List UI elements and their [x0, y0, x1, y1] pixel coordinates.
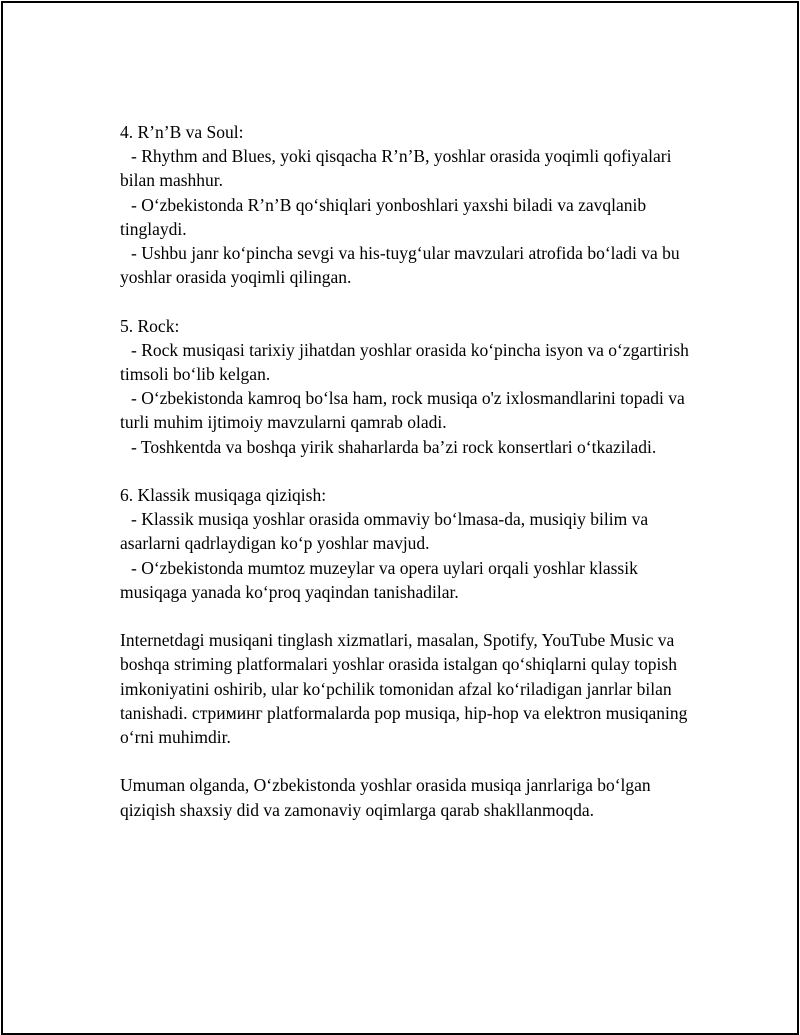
document-body — [120, 120, 700, 846]
section-heading: 5. Rock: — [120, 315, 180, 336]
section-bullet: - O‘zbekistonda kamroq bo‘lsa ham, rock musiqa o'z ixlosmandlarini topadi va turli muhim ijtimoiy mavzularni qamrab oladi. — [120, 388, 685, 433]
paragraph-streaming-services — [120, 628, 700, 749]
section-heading: 4. R’n’B va Soul: — [120, 122, 244, 142]
section-bullet: - Klassik musiqa yoshlar orasida ommaviy bo‘lmasa-da, musiqiy bilim va asarlarni qadrlaydigan ko‘p yoshlar mavjud. — [120, 509, 649, 554]
section-bullet: - Ushbu janr ko‘pincha sevgi va his-tuyg‘ular mavzulari atrofida bo‘ladi va bu yoshlar orasida yoqimli qilingan. — [120, 243, 680, 288]
section-bullet: - O‘zbekistonda mumtoz muzeylar va opera uylari orqali yoshlar klassik musiqaga yanada ko‘proq yaqindan tanishadilar. — [120, 557, 638, 602]
section-rock — [120, 314, 700, 459]
section-bullet: - Rock musiqasi tarixiy jihatdan yoshlar orasida ko‘pincha isyon va o‘zgartirish timsoli bo‘lib kelgan. — [120, 339, 689, 385]
section-bullet: - Rhythm and Blues, yoki qisqacha R’n’B, yoshlar orasida yoqimli qofiyalari bilan mashhur. — [120, 146, 672, 191]
section-rnb-soul — [120, 120, 700, 289]
section-bullet: - Toshkentda va boshqa yirik shaharlarda ba’zi rock konsertlari o‘tkaziladi. — [131, 436, 657, 457]
body-paragraph: Internetdagi musiqani tinglash xizmatlari, masalan, Spotify, YouTube Music va boshqa striming platformalari yoshlar orasida istalgan qo‘shiqlarni qulay topish imkoniyatini oshirib, ular ko‘pchilik tomonidan afzal ko‘riladigan janrlar bilan tanishadi. стриминг platformalarda pop musiqa, hip-hop va elektron musiqaning o‘rni muhimdir. — [120, 630, 688, 748]
document-page — [1, 1, 799, 1035]
section-heading: 6. Klassik musiqaga qiziqish: — [120, 485, 327, 506]
body-paragraph: Umuman olganda, O‘zbekistonda yoshlar orasida musiqa janrlariga bo‘lgan qiziqish shaxsiy did va zamonaviy oqimlarga qarab shakllanmoqda. — [120, 775, 651, 820]
section-bullet: - O‘zbekistonda R’n’B qo‘shiqlari yonboshlari yaxshi biladi va zavqlanib tinglaydi. — [120, 194, 647, 239]
paragraph-conclusion — [120, 773, 700, 821]
section-classical-music — [120, 483, 700, 604]
